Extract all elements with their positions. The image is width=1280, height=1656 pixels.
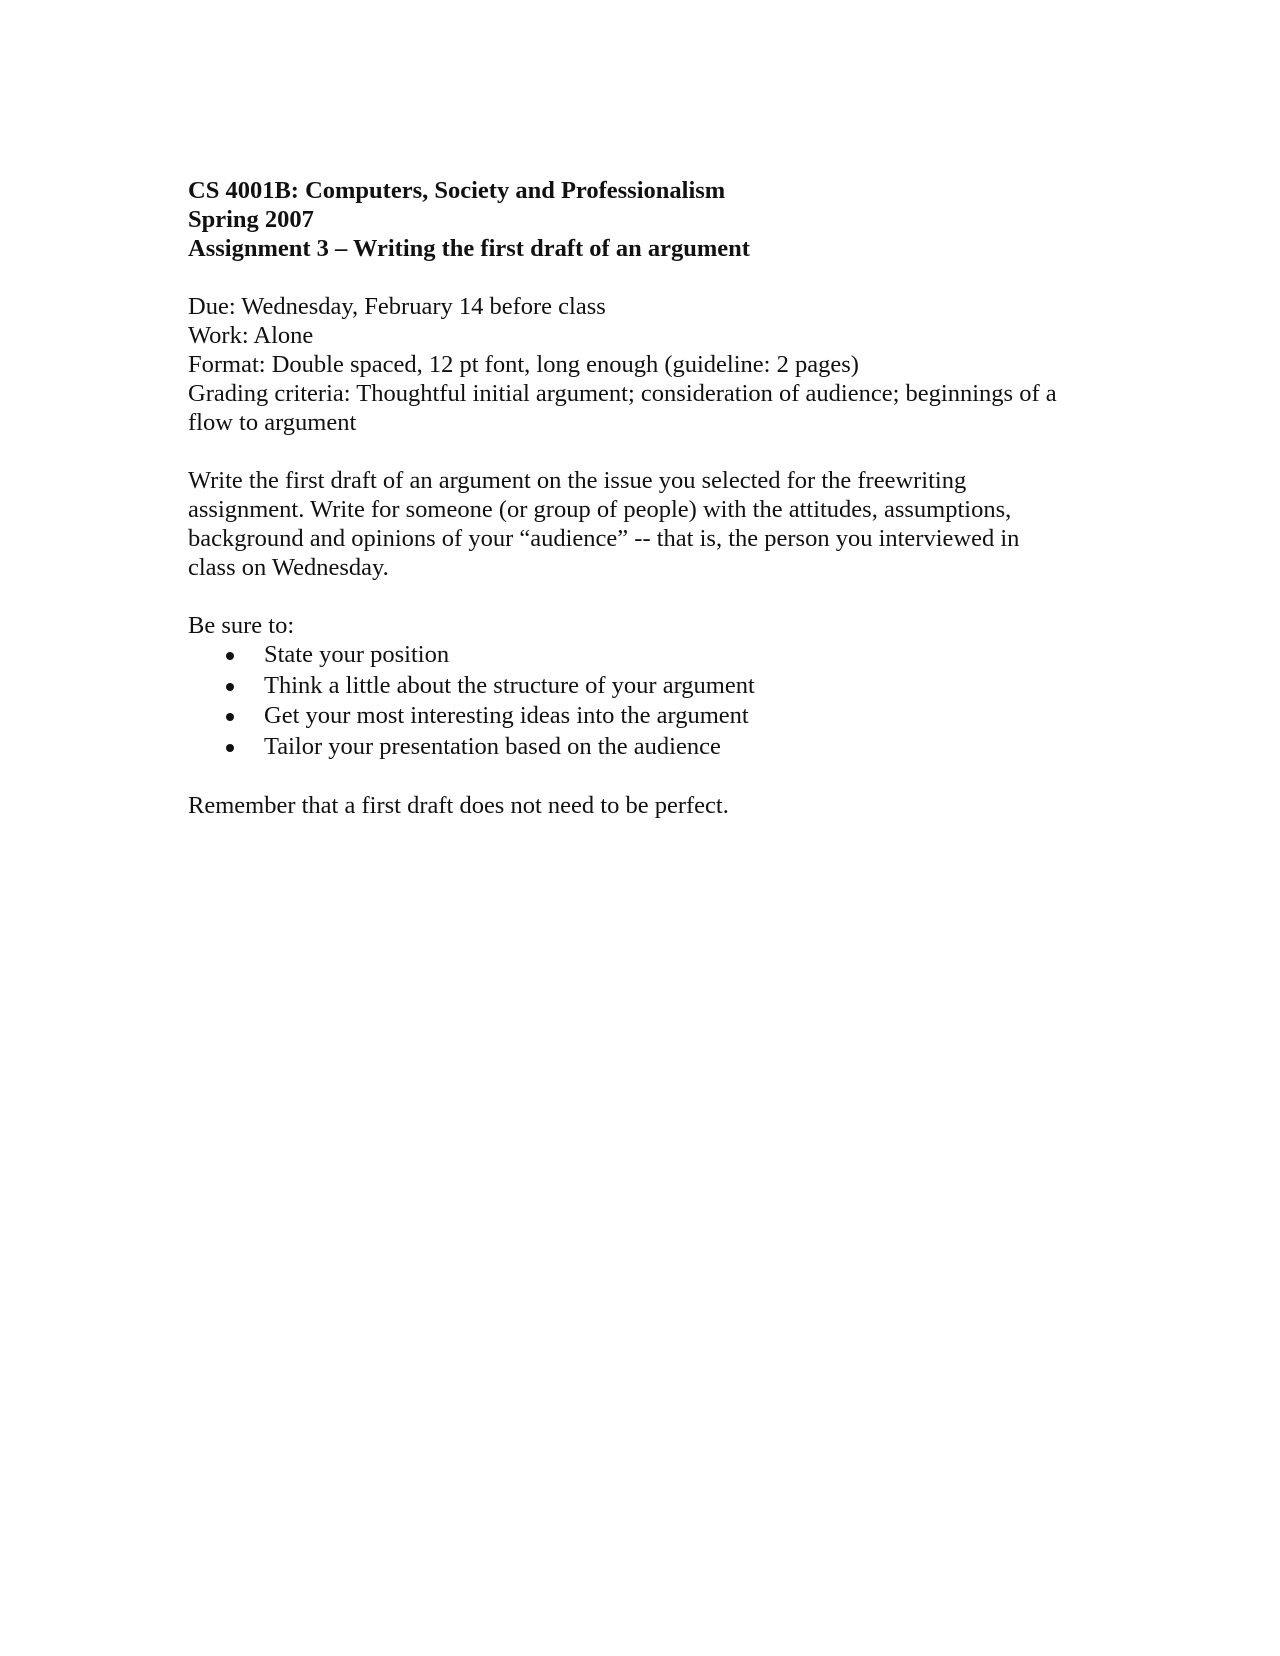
format-requirements: Format: Double spaced, 12 pt font, long enough (guideline: 2 pages) [188, 351, 859, 378]
due-date: Due: Wednesday, February 14 before class [188, 293, 606, 320]
term: Spring 2007 [188, 206, 314, 233]
list-item-text: State your position [264, 641, 450, 668]
list-item [188, 701, 1088, 732]
bullet-icon [226, 652, 234, 660]
instructions-line-2: assignment. Write for someone (or group of people) with the attitudes, assumptions, [188, 496, 1012, 523]
list-item [188, 671, 1088, 702]
closing-note: Remember that a first draft does not need to be perfect. [188, 792, 729, 819]
assignment-document [188, 176, 1088, 820]
instructions-line-3: background and opinions of your “audience” -- that is, the person you interviewed in [188, 525, 1020, 552]
checklist [188, 640, 1088, 762]
instructions-line-1: Write the first draft of an argument on the issue you selected for the freewriting [188, 467, 967, 494]
checklist-intro: Be sure to: [188, 612, 295, 639]
bullet-icon [226, 713, 234, 721]
course-title: CS 4001B: Computers, Society and Professionalism [188, 177, 726, 204]
list-item [188, 640, 1088, 671]
spacer [188, 263, 1088, 292]
grading-criteria-line-1: Grading criteria: Thoughtful initial argument; consideration of audience; beginnings of a [188, 380, 1057, 407]
list-item-text: Tailor your presentation based on the audience [264, 732, 721, 760]
list-item-text: Think a little about the structure of your argument [264, 671, 755, 699]
list-item [188, 732, 1088, 763]
spacer [188, 582, 1088, 611]
spacer [188, 762, 1088, 791]
spacer [188, 437, 1088, 466]
bullet-icon [226, 683, 234, 691]
work-mode: Work: Alone [188, 322, 314, 349]
assignment-title: Assignment 3 – Writing the first draft of an argument [188, 235, 750, 262]
grading-criteria-line-2: flow to argument [188, 409, 357, 436]
bullet-icon [226, 744, 234, 752]
instructions-line-4: class on Wednesday. [188, 554, 389, 581]
list-item-text: Get your most interesting ideas into the argument [264, 702, 749, 729]
